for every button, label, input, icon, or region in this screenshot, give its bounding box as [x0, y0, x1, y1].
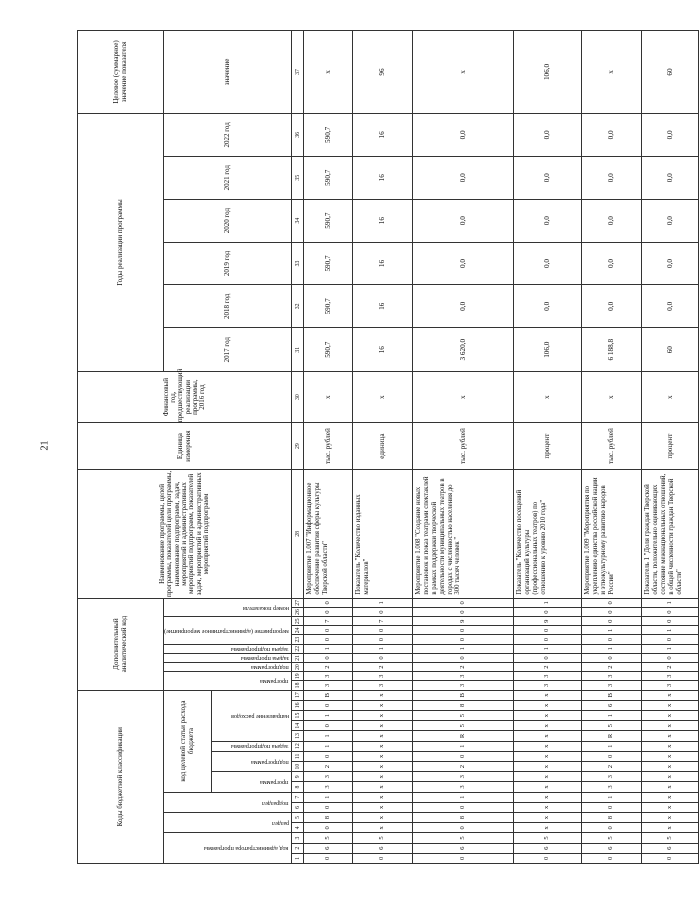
year-value: 0,0	[413, 242, 514, 285]
code-cell: х	[514, 741, 582, 751]
code-cell: 2	[304, 761, 353, 771]
column-number: 13	[292, 731, 304, 741]
column-number: 34	[292, 199, 304, 242]
code-cell: 6	[304, 843, 353, 853]
code-cell: х	[642, 700, 699, 710]
year-value: 3 620,0	[413, 328, 514, 372]
code-cell: 0	[304, 598, 353, 607]
year-value: 0,0	[582, 156, 642, 199]
code-cell: х	[514, 751, 582, 761]
code-cell: 0	[353, 635, 413, 644]
code-cell: х	[514, 812, 582, 822]
code-cell: 0	[642, 635, 699, 644]
code-cell: 3	[642, 681, 699, 690]
column-number: 21	[292, 653, 304, 662]
unit-header: Единица измерения	[78, 423, 292, 470]
column-number: 35	[292, 156, 304, 199]
name-header: Наименование программы, целей программы, показателей цели программы, наименование подпрограмм, задач, мероприятий и административных мероприятий подпрограмм, показателей задач, мероприятий и административных мероприятий подпрограмм	[78, 470, 292, 599]
code-cell: 2	[353, 663, 413, 672]
code-cell: 1	[304, 710, 353, 720]
code-cell: 1	[413, 741, 514, 751]
code-cell: 0	[304, 635, 353, 644]
fin-year-value: х	[582, 372, 642, 423]
code-cell: 6	[353, 843, 413, 853]
year-value: 0,0	[582, 113, 642, 156]
code-cell: 6	[582, 700, 642, 710]
year-value: 0,0	[582, 285, 642, 328]
year-value: 0,0	[582, 199, 642, 242]
code-cell: х	[353, 823, 413, 833]
analytic-code-header: Дополнительный аналитический код	[78, 598, 164, 690]
code-cell: х	[353, 812, 413, 822]
subprogram-header: подпрограмма	[212, 751, 292, 771]
year-value: 0,0	[514, 199, 582, 242]
column-number: 37	[292, 31, 304, 114]
year-2019-header: 2019 год	[164, 242, 292, 285]
code-cell: 0	[514, 653, 582, 662]
page-number: 21	[39, 440, 51, 451]
subsection-header: подраздел	[164, 792, 292, 812]
item-name: Мероприятие 1.007 "Информационное обеспечение развития сферы культуры Тверской области"	[304, 470, 353, 599]
code-cell: 3	[514, 672, 582, 681]
task-direction-header: задача подпрограммы	[212, 741, 292, 751]
code-cell: 1	[582, 626, 642, 635]
target-value: х	[582, 31, 642, 114]
year-value: 0,0	[582, 242, 642, 285]
item-unit: тыс. рублей	[582, 423, 642, 470]
code-cell: х	[514, 690, 582, 700]
code-cell: 3	[304, 681, 353, 690]
code-cell: х	[514, 700, 582, 710]
year-value: 0,0	[413, 199, 514, 242]
code-cell: 0	[353, 626, 413, 635]
code-cell: 1	[353, 598, 413, 607]
fin-year-value: х	[304, 372, 353, 423]
code-cell: 0	[582, 617, 642, 626]
code-cell: 7	[353, 617, 413, 626]
an-event-header: мероприятие (административное мероприятие)	[164, 617, 292, 645]
code-cell: х	[514, 823, 582, 833]
code-cell: 0	[413, 635, 514, 644]
year-value: 0,0	[642, 113, 699, 156]
code-cell: 0	[642, 617, 699, 626]
code-cell: 3	[304, 782, 353, 792]
code-cell: 0	[304, 653, 353, 662]
fin-year-value: х	[353, 372, 413, 423]
code-cell: 0	[514, 635, 582, 644]
year-value: 0,0	[642, 242, 699, 285]
code-cell: В	[304, 690, 353, 700]
code-cell: 0	[413, 802, 514, 812]
code-cell: х	[642, 802, 699, 812]
year-value: 0,0	[514, 285, 582, 328]
code-cell: 2	[582, 761, 642, 771]
year-value: 16	[353, 285, 413, 328]
code-cell: х	[642, 761, 699, 771]
year-value: 0,0	[514, 242, 582, 285]
code-cell: х	[642, 772, 699, 782]
code-cell: 3	[582, 772, 642, 782]
header-row-1	[78, 31, 164, 864]
column-number: 23	[292, 635, 304, 644]
code-cell: х	[642, 792, 699, 802]
code-cell: 1	[642, 626, 699, 635]
code-cell: 1	[582, 741, 642, 751]
code-cell: 1	[413, 792, 514, 802]
program-table	[77, 30, 699, 864]
code-cell: 3	[642, 672, 699, 681]
code-cell: 2	[514, 663, 582, 672]
code-cell: х	[642, 731, 699, 741]
code-cell: х	[514, 761, 582, 771]
code-cell: х	[353, 802, 413, 812]
year-2022-header: 2022 год	[164, 113, 292, 156]
code-cell: 0	[582, 635, 642, 644]
code-cell: 3	[582, 782, 642, 792]
code-cell: 9	[413, 617, 514, 626]
year-value: 16	[353, 199, 413, 242]
code-cell: 1	[304, 792, 353, 802]
code-cell: 2	[582, 663, 642, 672]
column-number: 31	[292, 328, 304, 372]
code-cell: 5	[413, 721, 514, 731]
code-cell: 0	[582, 823, 642, 833]
an-event-num-header: номер показателя	[164, 598, 292, 616]
code-cell: х	[353, 761, 413, 771]
column-number: 15	[292, 710, 304, 720]
year-value: 0,0	[642, 285, 699, 328]
table-row	[514, 31, 582, 864]
column-number: 14	[292, 721, 304, 731]
target-value: х	[304, 31, 353, 114]
code-cell: 0	[582, 802, 642, 812]
year-value: 0,0	[514, 113, 582, 156]
code-cell: 1	[642, 598, 699, 607]
code-cell: 6	[582, 843, 642, 853]
column-number: 32	[292, 285, 304, 328]
code-cell: х	[642, 751, 699, 761]
code-cell: 8	[413, 812, 514, 822]
item-name: Показатель 1 "Доля граждан Тверской области, положительно оценивающих состояние межнациональных отношений, в общей численности граждан Тверской области"	[642, 470, 699, 599]
code-cell: 3	[304, 672, 353, 681]
code-cell: 3	[514, 681, 582, 690]
target-value: 96	[353, 31, 413, 114]
code-cell: х	[642, 812, 699, 822]
year-value: 16	[353, 113, 413, 156]
code-cell: х	[642, 710, 699, 720]
code-cell: 3	[582, 681, 642, 690]
code-cell: 5	[642, 833, 699, 843]
code-cell: 3	[413, 782, 514, 792]
year-2018-header: 2018 год	[164, 285, 292, 328]
year-value: 0,0	[642, 199, 699, 242]
code-cell: х	[642, 782, 699, 792]
code-cell: 0	[642, 607, 699, 616]
code-cell: х	[353, 772, 413, 782]
code-cell: 2	[413, 761, 514, 771]
code-cell: 0	[304, 700, 353, 710]
year-value: 6 188,8	[582, 328, 642, 372]
column-number: 11	[292, 751, 304, 761]
code-cell: 1	[304, 741, 353, 751]
code-cell: 0	[582, 607, 642, 616]
code-cell: R	[413, 731, 514, 741]
code-cell: х	[353, 782, 413, 792]
code-cell: 5	[582, 833, 642, 843]
table-row	[582, 31, 642, 864]
target-value: 60	[642, 31, 699, 114]
code-cell: х	[514, 802, 582, 812]
year-value: 60	[642, 328, 699, 372]
table-row	[642, 31, 699, 864]
column-number: 19	[292, 672, 304, 681]
code-cell: х	[642, 741, 699, 751]
code-cell: х	[353, 700, 413, 710]
column-number: 27	[292, 598, 304, 607]
column-number: 9	[292, 772, 304, 782]
column-number: 12	[292, 741, 304, 751]
target-article-header: код целевой статьи расхода бюджета	[164, 690, 212, 792]
code-cell: 0	[304, 853, 353, 863]
code-cell: 6	[514, 843, 582, 853]
code-cell: 1	[514, 644, 582, 653]
table-row	[353, 31, 413, 864]
year-value: 0,0	[413, 285, 514, 328]
admin-code-header: код администратора программы	[164, 833, 292, 864]
code-cell: х	[353, 721, 413, 731]
code-cell: 1	[514, 598, 582, 607]
code-cell: х	[514, 710, 582, 720]
column-number: 18	[292, 681, 304, 690]
year-value: 16	[353, 242, 413, 285]
code-cell: 1	[304, 731, 353, 741]
code-cell: R	[582, 731, 642, 741]
year-value: 590,7	[304, 113, 353, 156]
year-value: 590,7	[304, 328, 353, 372]
code-cell: 1	[582, 644, 642, 653]
code-cell: х	[642, 823, 699, 833]
item-unit: единица	[353, 423, 413, 470]
item-name: Показатель "Количество посещений организаций культуры (профессиональных театров) по отношению к уровню 2010 года"	[514, 470, 582, 599]
year-value: 0,0	[514, 156, 582, 199]
code-cell: 0	[642, 653, 699, 662]
year-2020-header: 2020 год	[164, 199, 292, 242]
code-cell: 6	[642, 843, 699, 853]
code-cell: 0	[413, 607, 514, 616]
column-numbers-row	[292, 31, 304, 864]
code-cell: 0	[304, 802, 353, 812]
year-2021-header: 2021 год	[164, 156, 292, 199]
code-cell: х	[514, 731, 582, 741]
code-cell: 0	[582, 751, 642, 761]
column-number: 26	[292, 607, 304, 616]
code-cell: 0	[304, 751, 353, 761]
code-cell: 0	[304, 721, 353, 731]
rotated-table-wrapper	[77, 30, 683, 864]
column-number: 16	[292, 700, 304, 710]
code-cell: 0	[304, 823, 353, 833]
code-cell: 9	[514, 617, 582, 626]
code-cell: 5	[582, 721, 642, 731]
code-cell: 0	[413, 853, 514, 863]
table-row	[413, 31, 514, 864]
code-cell: 2	[642, 663, 699, 672]
code-cell: х	[642, 721, 699, 731]
year-value: 0,0	[413, 113, 514, 156]
code-cell: В	[413, 690, 514, 700]
column-number: 1	[292, 853, 304, 863]
code-cell: 8	[413, 700, 514, 710]
code-cell: 5	[304, 833, 353, 843]
code-cell: 1	[413, 644, 514, 653]
year-value: 590,7	[304, 156, 353, 199]
code-cell: х	[514, 721, 582, 731]
column-number: 22	[292, 644, 304, 653]
years-header: Годы реализации программы	[78, 113, 164, 371]
code-cell: 5	[514, 833, 582, 843]
code-cell: 0	[582, 653, 642, 662]
target-value: 106,0	[514, 31, 582, 114]
year-value: 106,0	[514, 328, 582, 372]
code-cell: х	[514, 782, 582, 792]
code-cell: 3	[353, 672, 413, 681]
code-cell: 5	[353, 833, 413, 843]
column-number: 3	[292, 833, 304, 843]
code-cell: 0	[514, 853, 582, 863]
code-cell: 3	[353, 681, 413, 690]
code-cell: 0	[413, 823, 514, 833]
code-cell: 0	[642, 853, 699, 863]
code-cell: 5	[413, 833, 514, 843]
an-subprogram-task-header: задача подпрограммы	[164, 644, 292, 653]
column-number: 6	[292, 802, 304, 812]
code-cell: 3	[304, 772, 353, 782]
target-value-header: значение	[164, 31, 292, 114]
code-cell: 0	[514, 626, 582, 635]
column-number: 17	[292, 690, 304, 700]
column-number: 24	[292, 626, 304, 635]
target-header: Целевое (суммарное) значение показателя	[78, 31, 164, 114]
code-cell: 8	[304, 812, 353, 822]
year-value: 16	[353, 328, 413, 372]
section-header: раздел	[164, 812, 292, 832]
code-cell: х	[642, 690, 699, 700]
code-cell: 1	[582, 792, 642, 802]
fin-year-value: х	[413, 372, 514, 423]
year-value: 590,7	[304, 242, 353, 285]
code-cell: 1	[582, 710, 642, 720]
column-number: 7	[292, 792, 304, 802]
code-cell: 0	[304, 626, 353, 635]
code-cell: 3	[413, 672, 514, 681]
expense-direction-header: направление расходов	[212, 690, 292, 741]
column-number: 30	[292, 372, 304, 423]
code-cell: 0	[353, 653, 413, 662]
code-cell: х	[353, 751, 413, 761]
code-cell: х	[353, 690, 413, 700]
code-cell: 1	[353, 644, 413, 653]
code-cell: 1	[304, 644, 353, 653]
item-name: Мероприятие 1.009 "Мероприятия по укреплению единства российской нации и этнокультурному развитию народов России"	[582, 470, 642, 599]
code-cell: В	[582, 690, 642, 700]
code-cell: 5	[413, 710, 514, 720]
an-subprogram-header: подпрограмма	[164, 663, 292, 672]
code-cell: х	[353, 741, 413, 751]
code-cell: 0	[413, 626, 514, 635]
year-2017-header: 2017 год	[164, 328, 292, 372]
budget-codes-header: Коды бюджетной классификации	[78, 690, 164, 863]
target-value: х	[413, 31, 514, 114]
code-cell: х	[353, 710, 413, 720]
code-cell: х	[514, 792, 582, 802]
column-number: 20	[292, 663, 304, 672]
column-number: 5	[292, 812, 304, 822]
code-cell: 3	[413, 772, 514, 782]
code-cell: 3	[582, 672, 642, 681]
year-value: 590,7	[304, 199, 353, 242]
code-cell: 7	[304, 617, 353, 626]
item-name: Показатель "Количество изданных материалов"	[353, 470, 413, 599]
column-number: 33	[292, 242, 304, 285]
code-cell: 6	[413, 843, 514, 853]
item-unit: тыс. рублей	[413, 423, 514, 470]
column-number: 28	[292, 470, 304, 599]
item-name: Мероприятие 1.008 "Создание новых постановок и показ театрами спектаклей в рамках поддержки творческой деятельности муниципальных театров в городах с численностью населения до 300 тысяч человек "	[413, 470, 514, 599]
item-unit: процент	[642, 423, 699, 470]
an-program-header: программа	[164, 672, 292, 690]
code-cell: 0	[304, 607, 353, 616]
column-number: 29	[292, 423, 304, 470]
code-cell: 0	[353, 607, 413, 616]
code-cell: х	[353, 792, 413, 802]
code-cell: 2	[413, 663, 514, 672]
code-cell: 0	[582, 853, 642, 863]
fin-year-value: х	[514, 372, 582, 423]
code-cell: 0	[353, 853, 413, 863]
item-unit: процент	[514, 423, 582, 470]
an-program-task-header: задача программы	[164, 653, 292, 662]
table-row	[304, 31, 353, 864]
code-cell: 0	[514, 607, 582, 616]
code-cell: х	[514, 772, 582, 782]
fin-year-header: Финансовый год, предшествующий реализации программы, 2016 год	[78, 372, 292, 423]
program-header: программа	[212, 772, 292, 792]
year-value: 16	[353, 156, 413, 199]
year-value: 590,7	[304, 285, 353, 328]
column-number: 36	[292, 113, 304, 156]
fin-year-value: х	[642, 372, 699, 423]
item-unit: тыс. рублей	[304, 423, 353, 470]
column-number: 10	[292, 761, 304, 771]
code-cell: 0	[413, 598, 514, 607]
code-cell: 0	[413, 751, 514, 761]
code-cell: 0	[582, 598, 642, 607]
code-cell: 8	[582, 812, 642, 822]
column-number: 2	[292, 843, 304, 853]
year-value: 0,0	[642, 156, 699, 199]
year-value: 0,0	[413, 156, 514, 199]
code-cell: 0	[413, 653, 514, 662]
code-cell: 3	[413, 681, 514, 690]
column-number: 4	[292, 823, 304, 833]
code-cell: 2	[304, 663, 353, 672]
code-cell: 1	[642, 644, 699, 653]
column-number: 25	[292, 617, 304, 626]
column-number: 8	[292, 782, 304, 792]
code-cell: х	[353, 731, 413, 741]
